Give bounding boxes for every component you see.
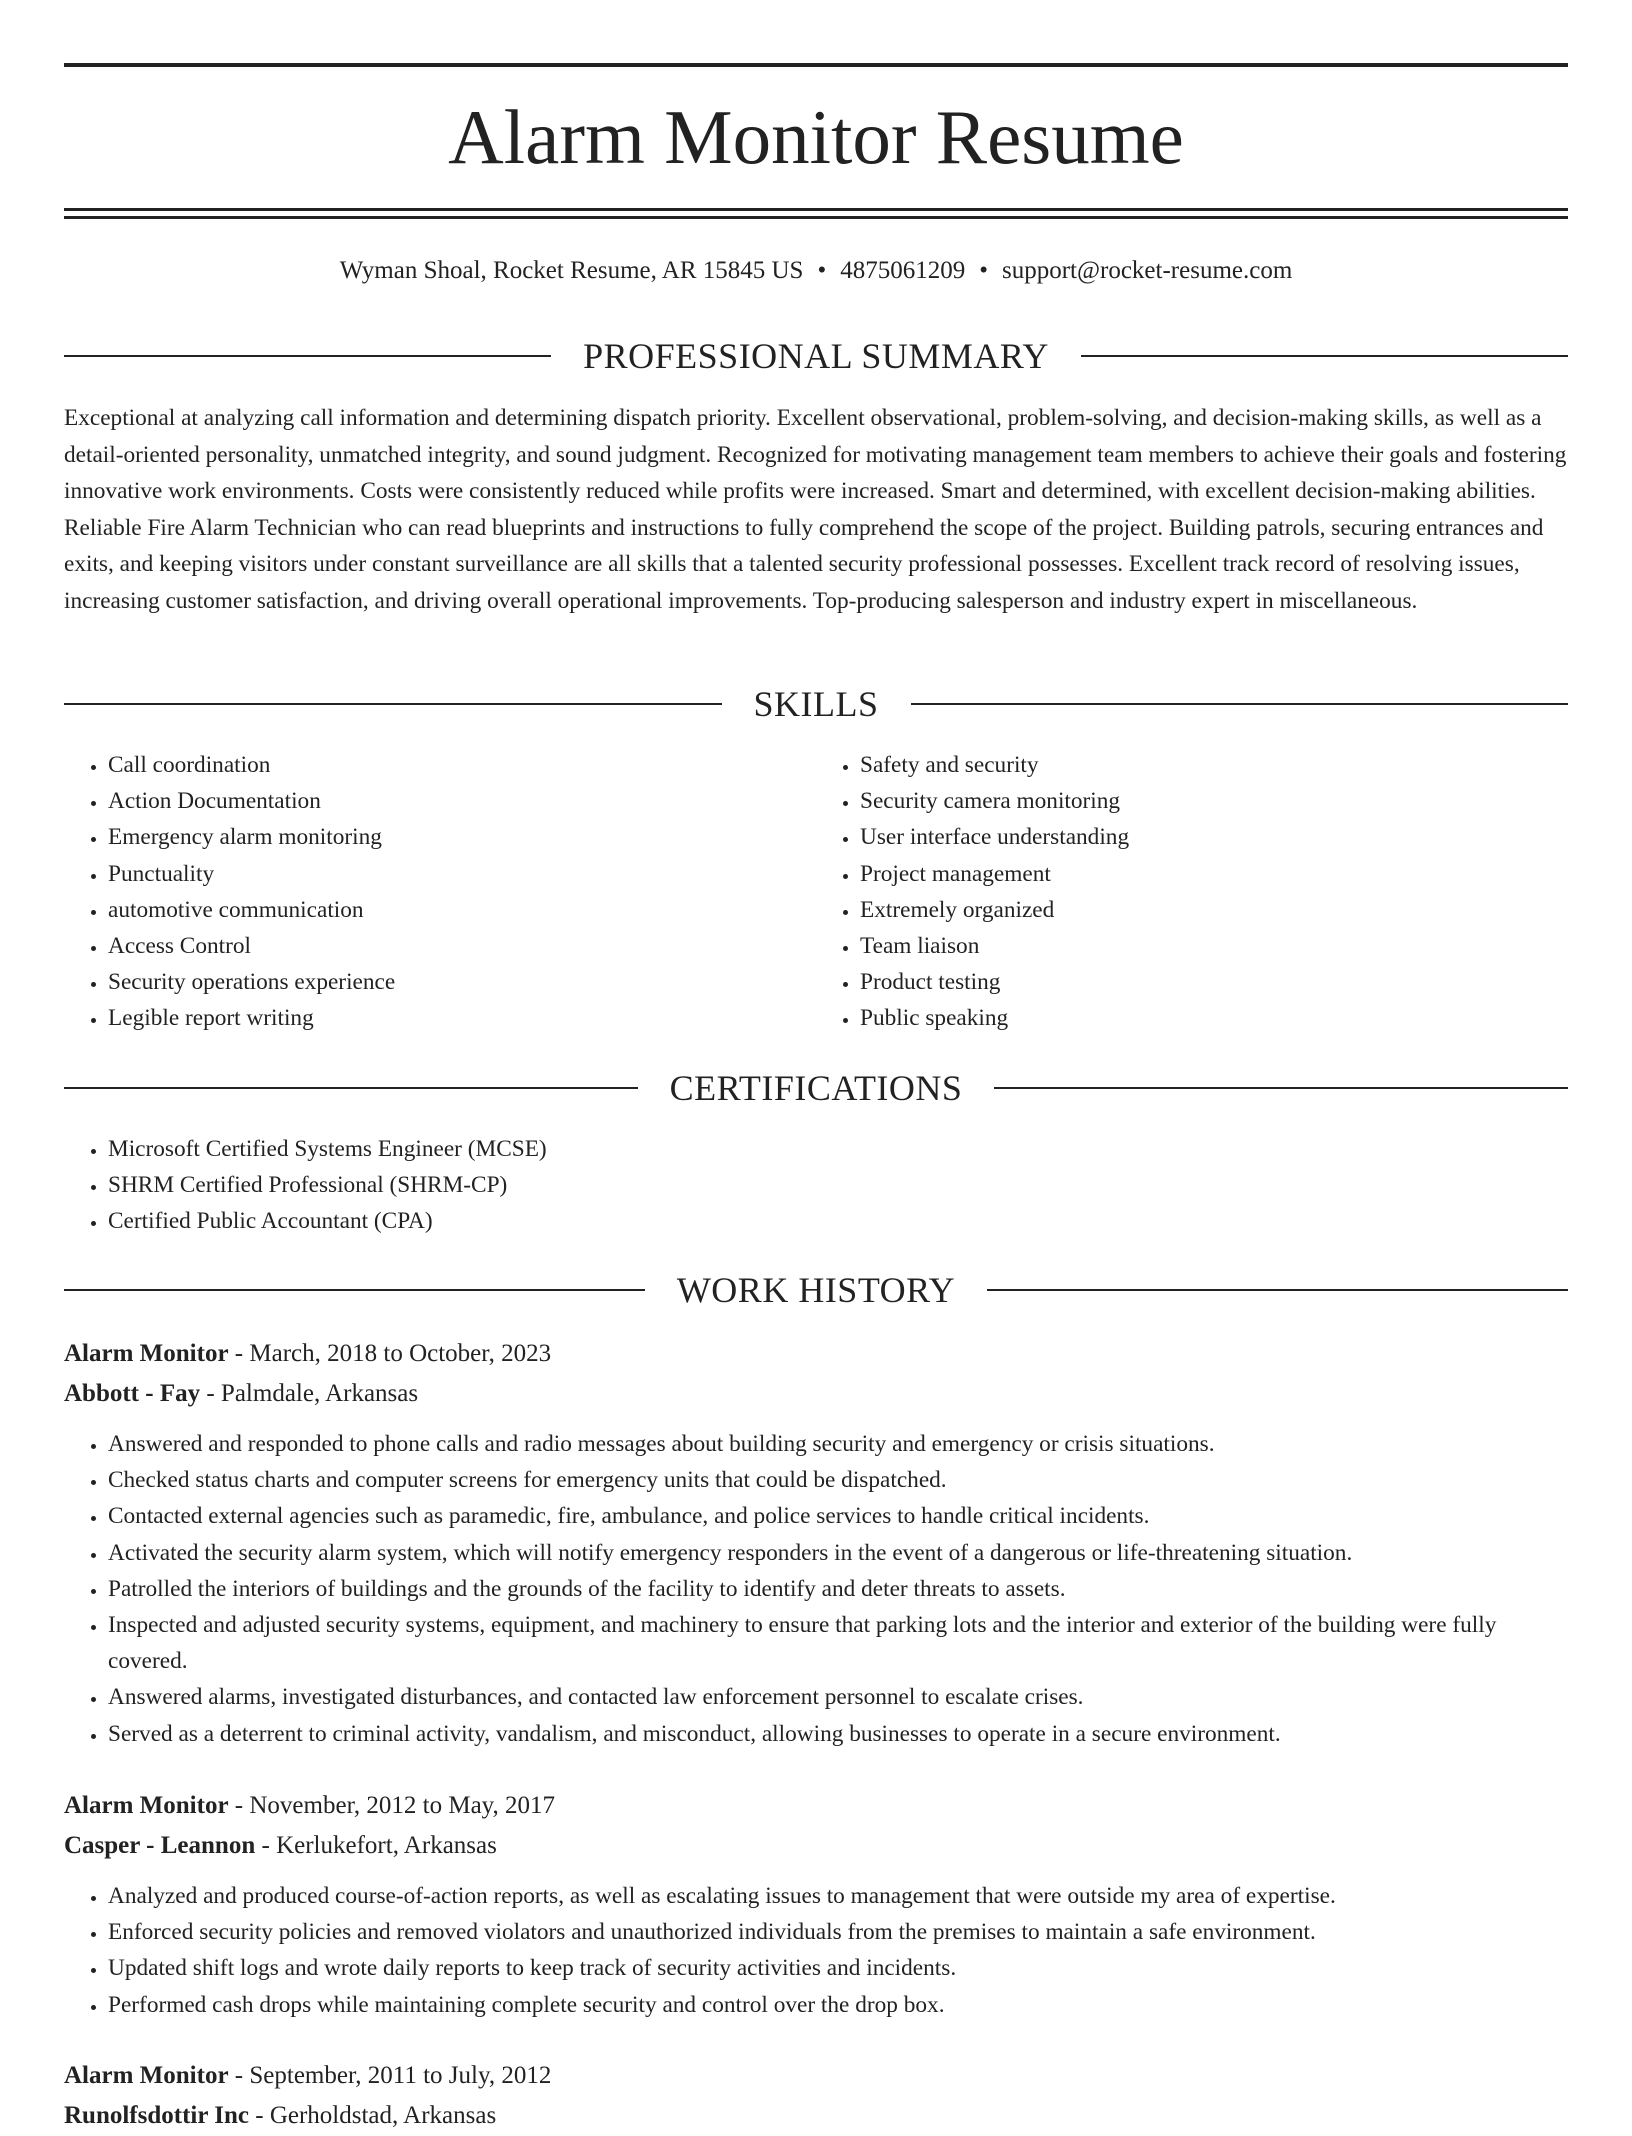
skills-column-right	[816, 747, 1568, 1037]
job-dates: - November, 2012 to May, 2017	[228, 1792, 556, 1819]
top-rule	[64, 63, 1568, 67]
work-history-section-header	[64, 1270, 1568, 1310]
skills-list	[64, 747, 1568, 1037]
contact-separator: •	[979, 257, 988, 284]
job-company-line	[64, 1826, 1568, 1866]
job-bullet: • Answered alarms, investigated disturbances, and contacted law enforcement personnel to escalate crises.	[108, 1679, 1568, 1715]
skill-item: • Call coordination	[108, 747, 816, 783]
skill-item: • Security operations experience	[108, 964, 816, 1000]
skill-item: • Product testing	[860, 964, 1568, 1000]
skill-item: • Legible report writing	[108, 1000, 816, 1036]
contact-line	[64, 254, 1568, 288]
title-rule-upper	[64, 208, 1568, 211]
job-title: Alarm Monitor	[64, 2062, 229, 2089]
job-bullet: • Performed cash drops while maintaining complete security and control over the drop box.	[108, 1987, 1568, 2023]
job-company-line	[64, 1374, 1568, 1414]
job-bullet: • Analyzed and produced course-of-action reports, as well as escalating issues to management that were outside my area of expertise.	[108, 1878, 1568, 1914]
skill-item: • Emergency alarm monitoring	[108, 819, 816, 855]
skills-section-header	[64, 684, 1568, 724]
job-entry	[64, 1786, 1568, 2023]
job-company: Runolfsdottir Inc	[64, 2102, 249, 2129]
job-bullets	[64, 1426, 1568, 1752]
section-title: PROFESSIONAL SUMMARY	[583, 336, 1049, 376]
job-company-line	[64, 2096, 1568, 2136]
section-title: SKILLS	[753, 684, 879, 724]
skill-item: • Access Control	[108, 928, 816, 964]
section-rule	[64, 703, 722, 705]
section-title: CERTIFICATIONS	[669, 1068, 963, 1108]
skills-column-left	[64, 747, 816, 1037]
certifications-section-header	[64, 1068, 1568, 1108]
job-bullet: • Served as a deterrent to criminal activity, vandalism, and misconduct, allowing businesses to operate in a secure environment.	[108, 1716, 1568, 1752]
certifications-list	[64, 1131, 1568, 1240]
section-rule	[994, 1087, 1568, 1089]
job-bullet: • Updated shift logs and wrote daily reports to keep track of security activities and incidents.	[108, 1950, 1568, 1986]
job-title: Alarm Monitor	[64, 1792, 229, 1819]
skill-item: • automotive communication	[108, 892, 816, 928]
skill-item: • Project management	[860, 856, 1568, 892]
job-location: - Gerholdstad, Arkansas	[249, 2102, 497, 2129]
job-bullet: • Inspected and adjusted security systems, equipment, and machinery to ensure that parking lots and the interior and exterior of the building were fully covered.	[108, 1607, 1568, 1679]
job-title-line	[64, 2056, 1568, 2096]
job-company: Casper - Leannon	[64, 1832, 256, 1859]
skill-item: • Punctuality	[108, 856, 816, 892]
skill-item: • Action Documentation	[108, 783, 816, 819]
job-bullet: • Patrolled the interiors of buildings and the grounds of the facility to identify and deter threats to assets.	[108, 1571, 1568, 1607]
job-location: - Palmdale, Arkansas	[200, 1380, 419, 1407]
job-dates: - September, 2011 to July, 2012	[228, 2062, 552, 2089]
section-rule	[64, 1289, 645, 1291]
section-rule	[64, 355, 551, 357]
skill-item: • Security camera monitoring	[860, 783, 1568, 819]
job-bullets	[64, 1878, 1568, 2023]
skill-item: • Safety and security	[860, 747, 1568, 783]
job-bullet: • Checked status charts and computer screens for emergency units that could be dispatched.	[108, 1462, 1568, 1498]
certification-item: • SHRM Certified Professional (SHRM-CP)	[108, 1167, 1568, 1203]
certification-item: • Microsoft Certified Systems Engineer (MCSE)	[108, 1131, 1568, 1167]
contact-phone: 4875061209	[840, 257, 966, 284]
summary-section-header	[64, 336, 1568, 376]
skill-item: • Extremely organized	[860, 892, 1568, 928]
title-rule-lower	[64, 216, 1568, 219]
summary-text: Exceptional at analyzing call information and determining dispatch priority. Excellent observational, problem-solving, and decision-making skills, as well as a detail-oriented personality, unmatched integrity, and sound judgment. Recognized for motivating management team members to achieve their goals and fostering innovative work environments. Costs were consistently reduced while profits were increased. Smart and determined, with excellent decision-making abilities. Reliable Fire Alarm Technician who can read blueprints and instructions to fully comprehend the scope of the project. Building patrols, securing entrances and exits, and keeping visitors under constant surveillance are all skills that a talented security professional possesses. Excellent track record of resolving issues, increasing customer satisfaction, and driving overall operational improvements. Top-producing salesperson and industry expert in miscellaneous.	[64, 405, 1567, 614]
section-rule	[64, 1087, 638, 1089]
skill-item: • Public speaking	[860, 1000, 1568, 1036]
job-entry	[64, 1334, 1568, 1752]
contact-address: Wyman Shoal, Rocket Resume, AR 15845 US	[339, 257, 804, 284]
job-company: Abbott - Fay	[64, 1380, 201, 1407]
job-bullet: • Answered and responded to phone calls and radio messages about building security and emergency or crisis situations.	[108, 1426, 1568, 1462]
contact-email: support@rocket-resume.com	[1001, 257, 1293, 284]
section-title: WORK HISTORY	[676, 1270, 956, 1310]
section-rule	[1081, 355, 1568, 357]
section-rule	[987, 1289, 1568, 1291]
job-bullet: • Contacted external agencies such as paramedic, fire, ambulance, and police services to handle critical incidents.	[108, 1498, 1568, 1534]
job-location: - Kerlukefort, Arkansas	[255, 1832, 497, 1859]
job-title: Alarm Monitor	[64, 1340, 229, 1367]
job-entry	[64, 2056, 1568, 2136]
job-title-line	[64, 1334, 1568, 1374]
contact-separator: •	[817, 257, 827, 284]
job-title-line	[64, 1786, 1568, 1826]
certification-item: • Certified Public Accountant (CPA)	[108, 1203, 1568, 1239]
skill-item: • Team liaison	[860, 928, 1568, 964]
resume-title: Alarm Monitor Resume	[448, 94, 1184, 180]
job-bullet: • Activated the security alarm system, which will notify emergency responders in the event of a dangerous or life-threatening situation.	[108, 1535, 1568, 1571]
job-bullet: • Enforced security policies and removed violators and unauthorized individuals from the premises to maintain a safe environment.	[108, 1914, 1568, 1950]
job-dates: - March, 2018 to October, 2023	[228, 1340, 552, 1367]
section-rule	[911, 703, 1569, 705]
skill-item: • User interface understanding	[860, 819, 1568, 855]
